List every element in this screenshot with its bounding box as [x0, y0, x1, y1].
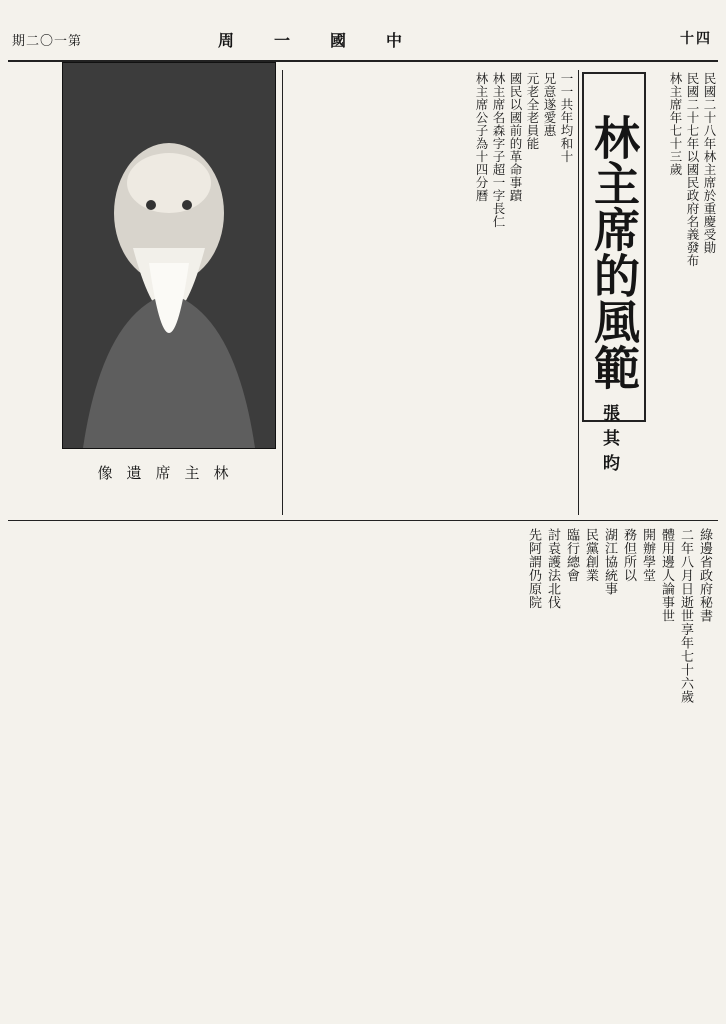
photo-caption: 像遺席主林: [97, 464, 243, 482]
column-divider: [282, 70, 283, 515]
text-column: 綠邊省政府秘書: [697, 528, 712, 623]
text-column: 先阿謂仍原院: [526, 528, 541, 609]
article-author: 張其昀: [599, 404, 619, 479]
text-column: 元老全老員能: [525, 72, 540, 150]
text-column: 林主席年七十三歲: [668, 72, 683, 176]
text-column: 一一共年均和十: [559, 72, 574, 163]
text-column: 務但所以: [621, 528, 636, 582]
text-column: 臨行總會: [564, 528, 579, 582]
text-column: 開辦學堂: [640, 528, 655, 582]
column-divider: [578, 70, 579, 515]
portrait-image: [63, 63, 275, 448]
page-number: 十四: [680, 31, 712, 47]
issue-number: 期二〇一第: [12, 34, 83, 49]
article-title: 林主席的風範: [582, 72, 646, 422]
text-column: 林主席名森字子超一字長仁: [491, 72, 506, 228]
article-body-bottom: [12, 528, 714, 1016]
portrait-photo: [62, 62, 276, 449]
article-body-right: [650, 72, 718, 512]
text-column: 民國二十八年林主席於重慶受勛: [702, 72, 717, 254]
page-header: [8, 26, 718, 66]
text-column: 林主席公子為十四分曆: [474, 72, 489, 202]
text-column: 國民以國前的革命事蹟: [508, 72, 523, 202]
text-column: 討袁護法北伐: [545, 528, 560, 609]
text-column: 兄意遂愛惠: [542, 72, 557, 137]
text-column: 湖江協統事: [602, 528, 617, 596]
magazine-title: 周一國中: [218, 31, 443, 50]
article-body-top: [290, 72, 575, 512]
text-column: 體用邊人論事世: [659, 528, 674, 623]
text-column: 民國二十七年以國民政府名義發布: [685, 72, 700, 267]
text-column: 民黨創業: [583, 528, 598, 582]
section-divider: [8, 520, 718, 521]
text-column: 二年八月日逝世享年七十六歲: [678, 528, 693, 704]
